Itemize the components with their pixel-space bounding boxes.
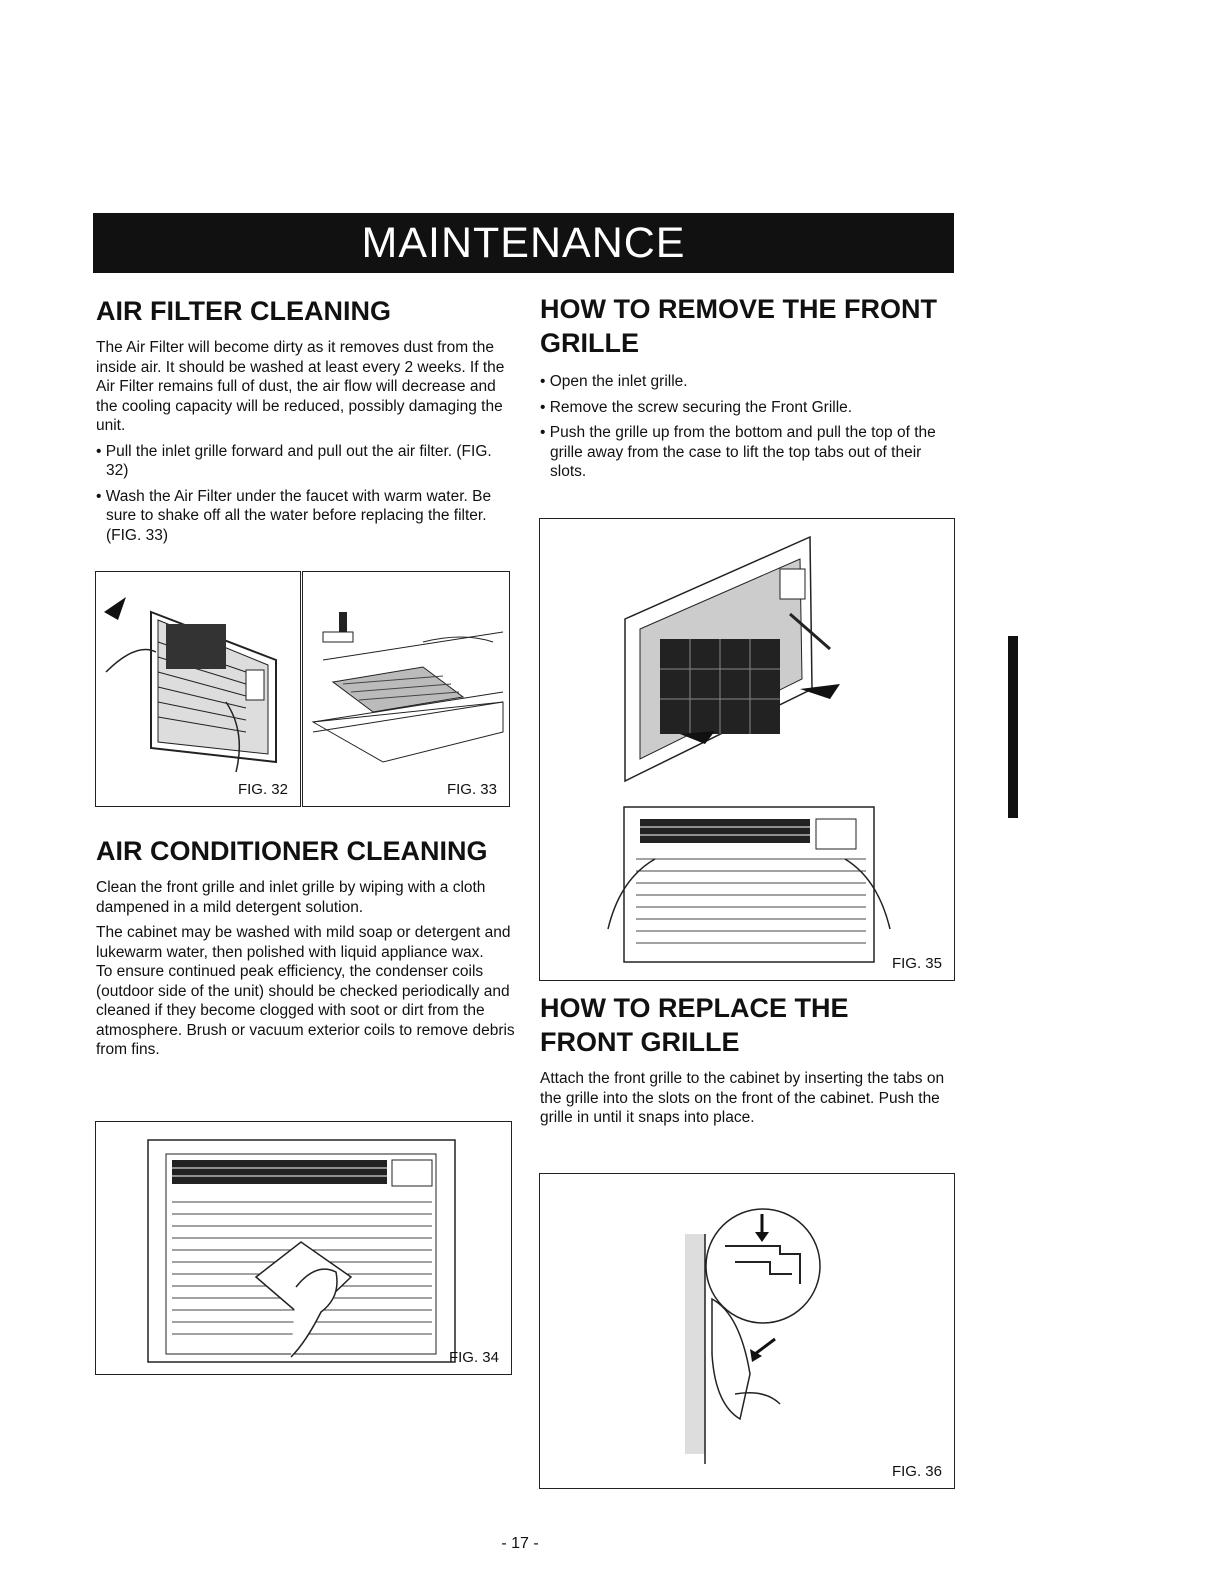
ac-cleaning-p2: The cabinet may be washed with mild soap or detergent and lukewarm water, then polished with liquid appliance wax. (96, 924, 511, 961)
ac-cleaning-p1: Clean the front grille and inlet grille by wiping with a cloth dampened in a mild detergent solution. (96, 879, 486, 916)
grille-removal-illustration (540, 519, 956, 982)
fig-35-label: FIG. 35 (891, 955, 942, 972)
air-filter-bullet-2: • Wash the Air Filter under the faucet with warm water. Be sure to shake off all the water before replacing the filter. (FIG. 33) (96, 487, 492, 544)
fig-35 (539, 518, 955, 981)
fig-32 (95, 571, 301, 807)
air-filter-title: AIR FILTER CLEANING (96, 296, 391, 326)
fig-36-label: FIG. 36 (891, 1463, 942, 1480)
filter-removal-illustration (96, 572, 302, 808)
remove-grille-bullet-2: • Remove the screw securing the Front Grille. (540, 398, 853, 416)
filter-washing-illustration (303, 572, 511, 808)
fig-34-label: FIG. 34 (448, 1349, 499, 1366)
page-banner: MAINTENANCE (93, 213, 954, 273)
ac-cleaning-p3: To ensure continued peak efficiency, the condenser coils (outdoor side of the unit) should be checked periodically and cleaned if they become clogged with soot or dirt from the atmosphere. Brush or vacuum exterior coils to remove debris from fins. (96, 963, 515, 1058)
page-edge-tab (1008, 636, 1018, 818)
fig-33-label: FIG. 33 (446, 781, 497, 798)
remove-grille-bullet-1: • Open the inlet grille. (540, 373, 688, 390)
page-number: - 17 - (501, 1535, 539, 1552)
ac-cleaning-section (96, 834, 516, 1060)
replace-grille-title: HOW TO REPLACE THE FRONT GRILLE (540, 993, 849, 1057)
remove-grille-title: HOW TO REMOVE THE FRONT GRILLE (540, 294, 937, 358)
fig-36 (539, 1173, 955, 1489)
ac-cleaning-title: AIR CONDITIONER CLEANING (96, 836, 488, 866)
air-filter-section (96, 294, 516, 545)
remove-grille-section (540, 292, 960, 482)
replace-grille-text: Attach the front grille to the cabinet by inserting the tabs on the grille into the slots on the front of the cabinet. Push the grille in until it snaps into place. (540, 1070, 945, 1126)
air-filter-intro: The Air Filter will become dirty as it removes dust from the inside air. It should be washed at least every 2 weeks. If the Air Filter remains full of dust, the air flow will decrease and the cooling capacity will be reduced, possibly damaging the unit. (96, 339, 505, 434)
grille-wiping-illustration (96, 1122, 513, 1376)
grille-replacement-illustration (540, 1174, 956, 1490)
air-filter-bullet-1: • Pull the inlet grille forward and pull out the air filter. (FIG. 32) (96, 442, 492, 479)
remove-grille-bullet-3: • Push the grille up from the bottom and pull the top of the grille away from the case to lift the top tabs out of their slots. (540, 424, 936, 480)
fig-34 (95, 1121, 512, 1375)
fig-32-label: FIG. 32 (237, 781, 288, 798)
fig-33 (302, 571, 510, 807)
replace-grille-section (540, 991, 960, 1128)
